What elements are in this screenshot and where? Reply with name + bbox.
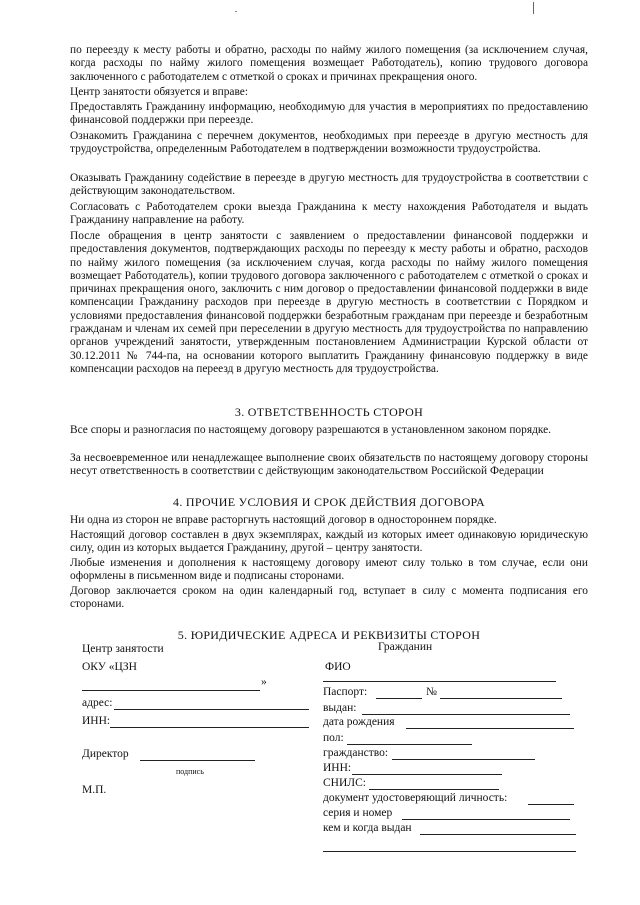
paragraph-documents: Ознакомить Гражданина с перечнем документов, необходимых при переезде в другую местность для трудоустройства, определенным Работодателем в подтверждении возможности трудоустройства. bbox=[70, 130, 588, 156]
quote-close: » bbox=[261, 676, 267, 688]
center-address-line[interactable] bbox=[114, 709, 309, 710]
section-4-termination: Ни одна из сторон не вправе расторгнуть настоящий договор в одностороннем порядке. bbox=[70, 514, 497, 526]
paragraph-continuation: по переезду к месту работы и обратно, расходы по найму жилого помещения (за исключением случая, когда расходы по найму жилого помещения возмещает Работодатель), копию трудового договора заключенного с работодателем с отметкой о сроках и причинах прекращения оного. bbox=[70, 44, 588, 83]
id-document-line[interactable] bbox=[528, 804, 574, 805]
paragraph-after-application: После обращения в центр занятости с заявлением о предоставлении финансовой поддержки и предоставления документов, подтверждающих расходы по переезду к месту работы и обратно, расходов по найму жилого помещения (за исключением случая, когда расходы по найму жилого помещения возмещает Работодатель), копии трудового договора заключенного с работодателем с отметкой о сроках и причинах прекращения оного, заключить с ним договор о предоставлении финансовой поддержки в виде компенсации Гражданину расходов при переезде в другую местность в соответствии с Порядком и условиями предоставления финансовой поддержки безработным гражданам при переезде и безработным гражданам и членам их семей при переселении в другую местность для трудоустройства по направлению органов учреждений занятости, утвержденным постановлением Администрации Курской области от 30.12.2011 № 744-па, на основании которого выплатить Гражданину финансовую поддержку в виде компенсации расходов на переезд в другую местность для трудоустройства. bbox=[70, 230, 588, 375]
snils-label: СНИЛС: bbox=[323, 777, 366, 789]
section-3-title: 3. ОТВЕТСТВЕННОСТЬ СТОРОН bbox=[234, 405, 424, 419]
section-3-disputes: Все споры и разногласия по настоящему договору разрешаются в установленном законом порядке. bbox=[70, 424, 552, 436]
director-signature-line[interactable] bbox=[140, 760, 255, 761]
issued-label: выдан: bbox=[323, 702, 357, 714]
birth-date-label: дата рождения bbox=[323, 716, 395, 728]
signature-caption: подпись bbox=[176, 767, 204, 776]
series-number-line[interactable] bbox=[402, 819, 570, 820]
fio-line[interactable] bbox=[323, 681, 556, 682]
issued-line[interactable] bbox=[362, 714, 570, 715]
issued-by-label: кем и когда выдан bbox=[323, 822, 412, 834]
center-org-name: ОКУ «ЦЗН bbox=[82, 661, 137, 673]
sex-line[interactable] bbox=[347, 744, 472, 745]
passport-number-sign: № bbox=[426, 686, 437, 698]
paragraph-center-obligations: Центр занятости обязуется и вправе: bbox=[70, 86, 248, 98]
series-number-label: серия и номер bbox=[323, 807, 393, 819]
id-document-label: документ удостоверяющий личность: bbox=[323, 792, 508, 804]
paragraph-provide-info: Предоставлять Гражданину информацию, необходимую для участия в мероприятиях по предоставлению финансовой поддержки при переезде. bbox=[70, 101, 588, 127]
citizenship-label: гражданство: bbox=[323, 747, 389, 759]
citizen-inn-label: ИНН: bbox=[323, 762, 352, 774]
section-4-term: Договор заключается сроком на один календарный год, вступает в силу с момента подписания его сторонами. bbox=[70, 585, 588, 611]
passport-number-line[interactable] bbox=[440, 698, 562, 699]
center-inn-label: ИНН: bbox=[82, 715, 111, 727]
passport-series-line[interactable] bbox=[376, 698, 422, 699]
paragraph-assist: Оказывать Гражданину содействие в переезде в другую местность для трудоустройства в соответствии с действующим законодательством. bbox=[70, 172, 588, 198]
center-heading: Центр занятости bbox=[82, 643, 164, 655]
passport-label: Паспорт: bbox=[323, 686, 368, 698]
citizen-heading: Гражданин bbox=[378, 641, 433, 653]
scan-dot bbox=[235, 11, 237, 12]
center-inn-line[interactable] bbox=[110, 727, 309, 728]
section-5-title: 5. ЮРИДИЧЕСКИЕ АДРЕСА И РЕКВИЗИТЫ СТОРОН bbox=[177, 628, 481, 642]
stamp-label: М.П. bbox=[82, 784, 107, 796]
section-4-copies: Настоящий договор составлен в двух экземплярах, каждый из которых имеет одинаковую юридическую силу, один из которых выдается Гражданину, другой – центру занятости. bbox=[70, 529, 588, 555]
section-3-liability: За несвоевременное или ненадлежащее выполнение своих обязательств по настоящему договору стороны несут ответственность в соответствии с действующим законодательством Российской Федерации bbox=[70, 452, 588, 478]
section-4-changes: Любые изменения и дополнения к настоящему договору имеют силу только в том случае, если они оформлены в письменном виде и подписаны сторонами. bbox=[70, 557, 588, 583]
citizenship-line[interactable] bbox=[392, 759, 535, 760]
citizen-inn-line[interactable] bbox=[352, 774, 502, 775]
sex-label: пол: bbox=[323, 732, 344, 744]
snils-line[interactable] bbox=[369, 789, 499, 790]
scan-mark bbox=[533, 2, 534, 14]
paragraph-coordinate: Согласовать с Работодателем сроки выезда Гражданина к месту нахождения Работодателя и выдать Гражданину направление на работу. bbox=[70, 201, 588, 227]
section-4-title: 4. ПРОЧИЕ УСЛОВИЯ И СРОК ДЕЙСТВИЯ ДОГОВОРА bbox=[173, 495, 485, 509]
fio-label: ФИО bbox=[325, 661, 351, 673]
director-label: Директор bbox=[82, 748, 129, 760]
center-address-label: адрес: bbox=[82, 697, 113, 709]
issued-by-line[interactable] bbox=[420, 834, 576, 835]
org-name-line[interactable] bbox=[82, 690, 260, 691]
birth-date-line[interactable] bbox=[406, 728, 574, 729]
extra-line[interactable] bbox=[323, 851, 576, 852]
